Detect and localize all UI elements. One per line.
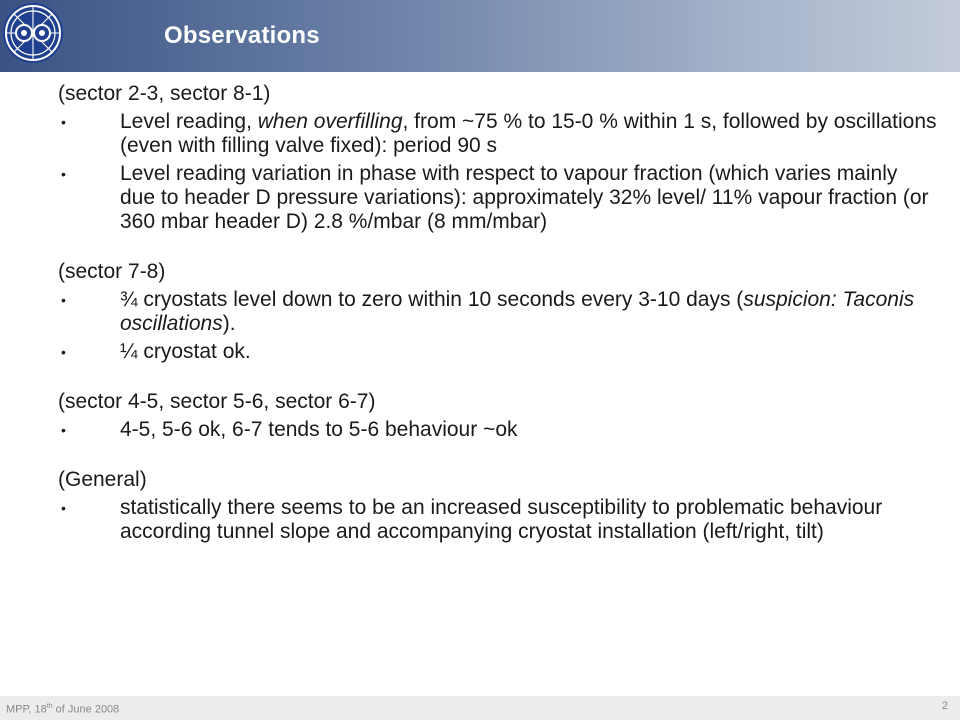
bullet-text: Level reading, [120,110,258,133]
section-heading: (sector 2-3, sector 8-1) [58,82,271,105]
section-heading: (sector 4-5, sector 5-6, sector 6-7) [58,390,376,413]
bullet-item [58,418,938,442]
italic-text: suspicion: Taconis oscillations [120,288,915,335]
bullet-text: , from ~75 % to 15-0 % within 1 s, followed by oscillations (even with filling valve fixed): period 90 s [120,110,937,157]
bullet-item [58,496,938,544]
footer-bar [0,696,960,720]
section-heading: (sector 7-8) [58,260,166,283]
footer-date [6,703,119,716]
bullet-text: 4-5, 5-6 ok, 6-7 tends to 5-6 behaviour ~ok [120,418,518,441]
bullet-dot-icon: • [61,344,66,360]
bullet-item [58,110,938,158]
bullet-text: ¾ cryostats level down to zero within 10 seconds every 3-10 days ( [120,288,744,311]
footer-date-suffix: of June 2008 [52,703,120,716]
bullet-text: ). [222,312,236,335]
footer-date-sup: th [46,703,53,710]
slide-title: Observations [164,22,320,49]
header-bar [0,0,960,72]
cern-logo-icon [0,0,70,70]
bullet-item [58,162,938,234]
bullet-item [58,340,938,364]
section-gap [58,234,938,260]
bullet-text: ¼ cryostat ok. [120,340,251,363]
bullet-dot-icon: • [61,422,66,438]
bullet-dot-icon: • [61,166,66,182]
bullet-dot-icon: • [61,114,66,130]
bullet-dot-icon: • [61,500,66,516]
section-gap [58,364,938,390]
section-heading: (General) [58,468,147,491]
slide-body [58,82,938,544]
bullet-dot-icon: • [61,292,66,308]
page-number: 2 [941,700,948,712]
section-gap [58,442,938,468]
bullet-text: Level reading variation in phase with respect to vapour fraction (which varies mainly due to header D pressure variations): approximately 32% level/ 11% vapour fraction (or 360 mbar header D) 2.8 %/mbar (8 mm/mbar) [120,162,929,233]
bullet-text: statistically there seems to be an increased susceptibility to problematic behaviour according tunnel slope and accompanying cryostat installation (left/right, tilt) [120,496,883,543]
italic-text: when overfilling [257,110,403,133]
footer-date-prefix: MPP, 18 [6,703,47,716]
bullet-item [58,288,938,336]
